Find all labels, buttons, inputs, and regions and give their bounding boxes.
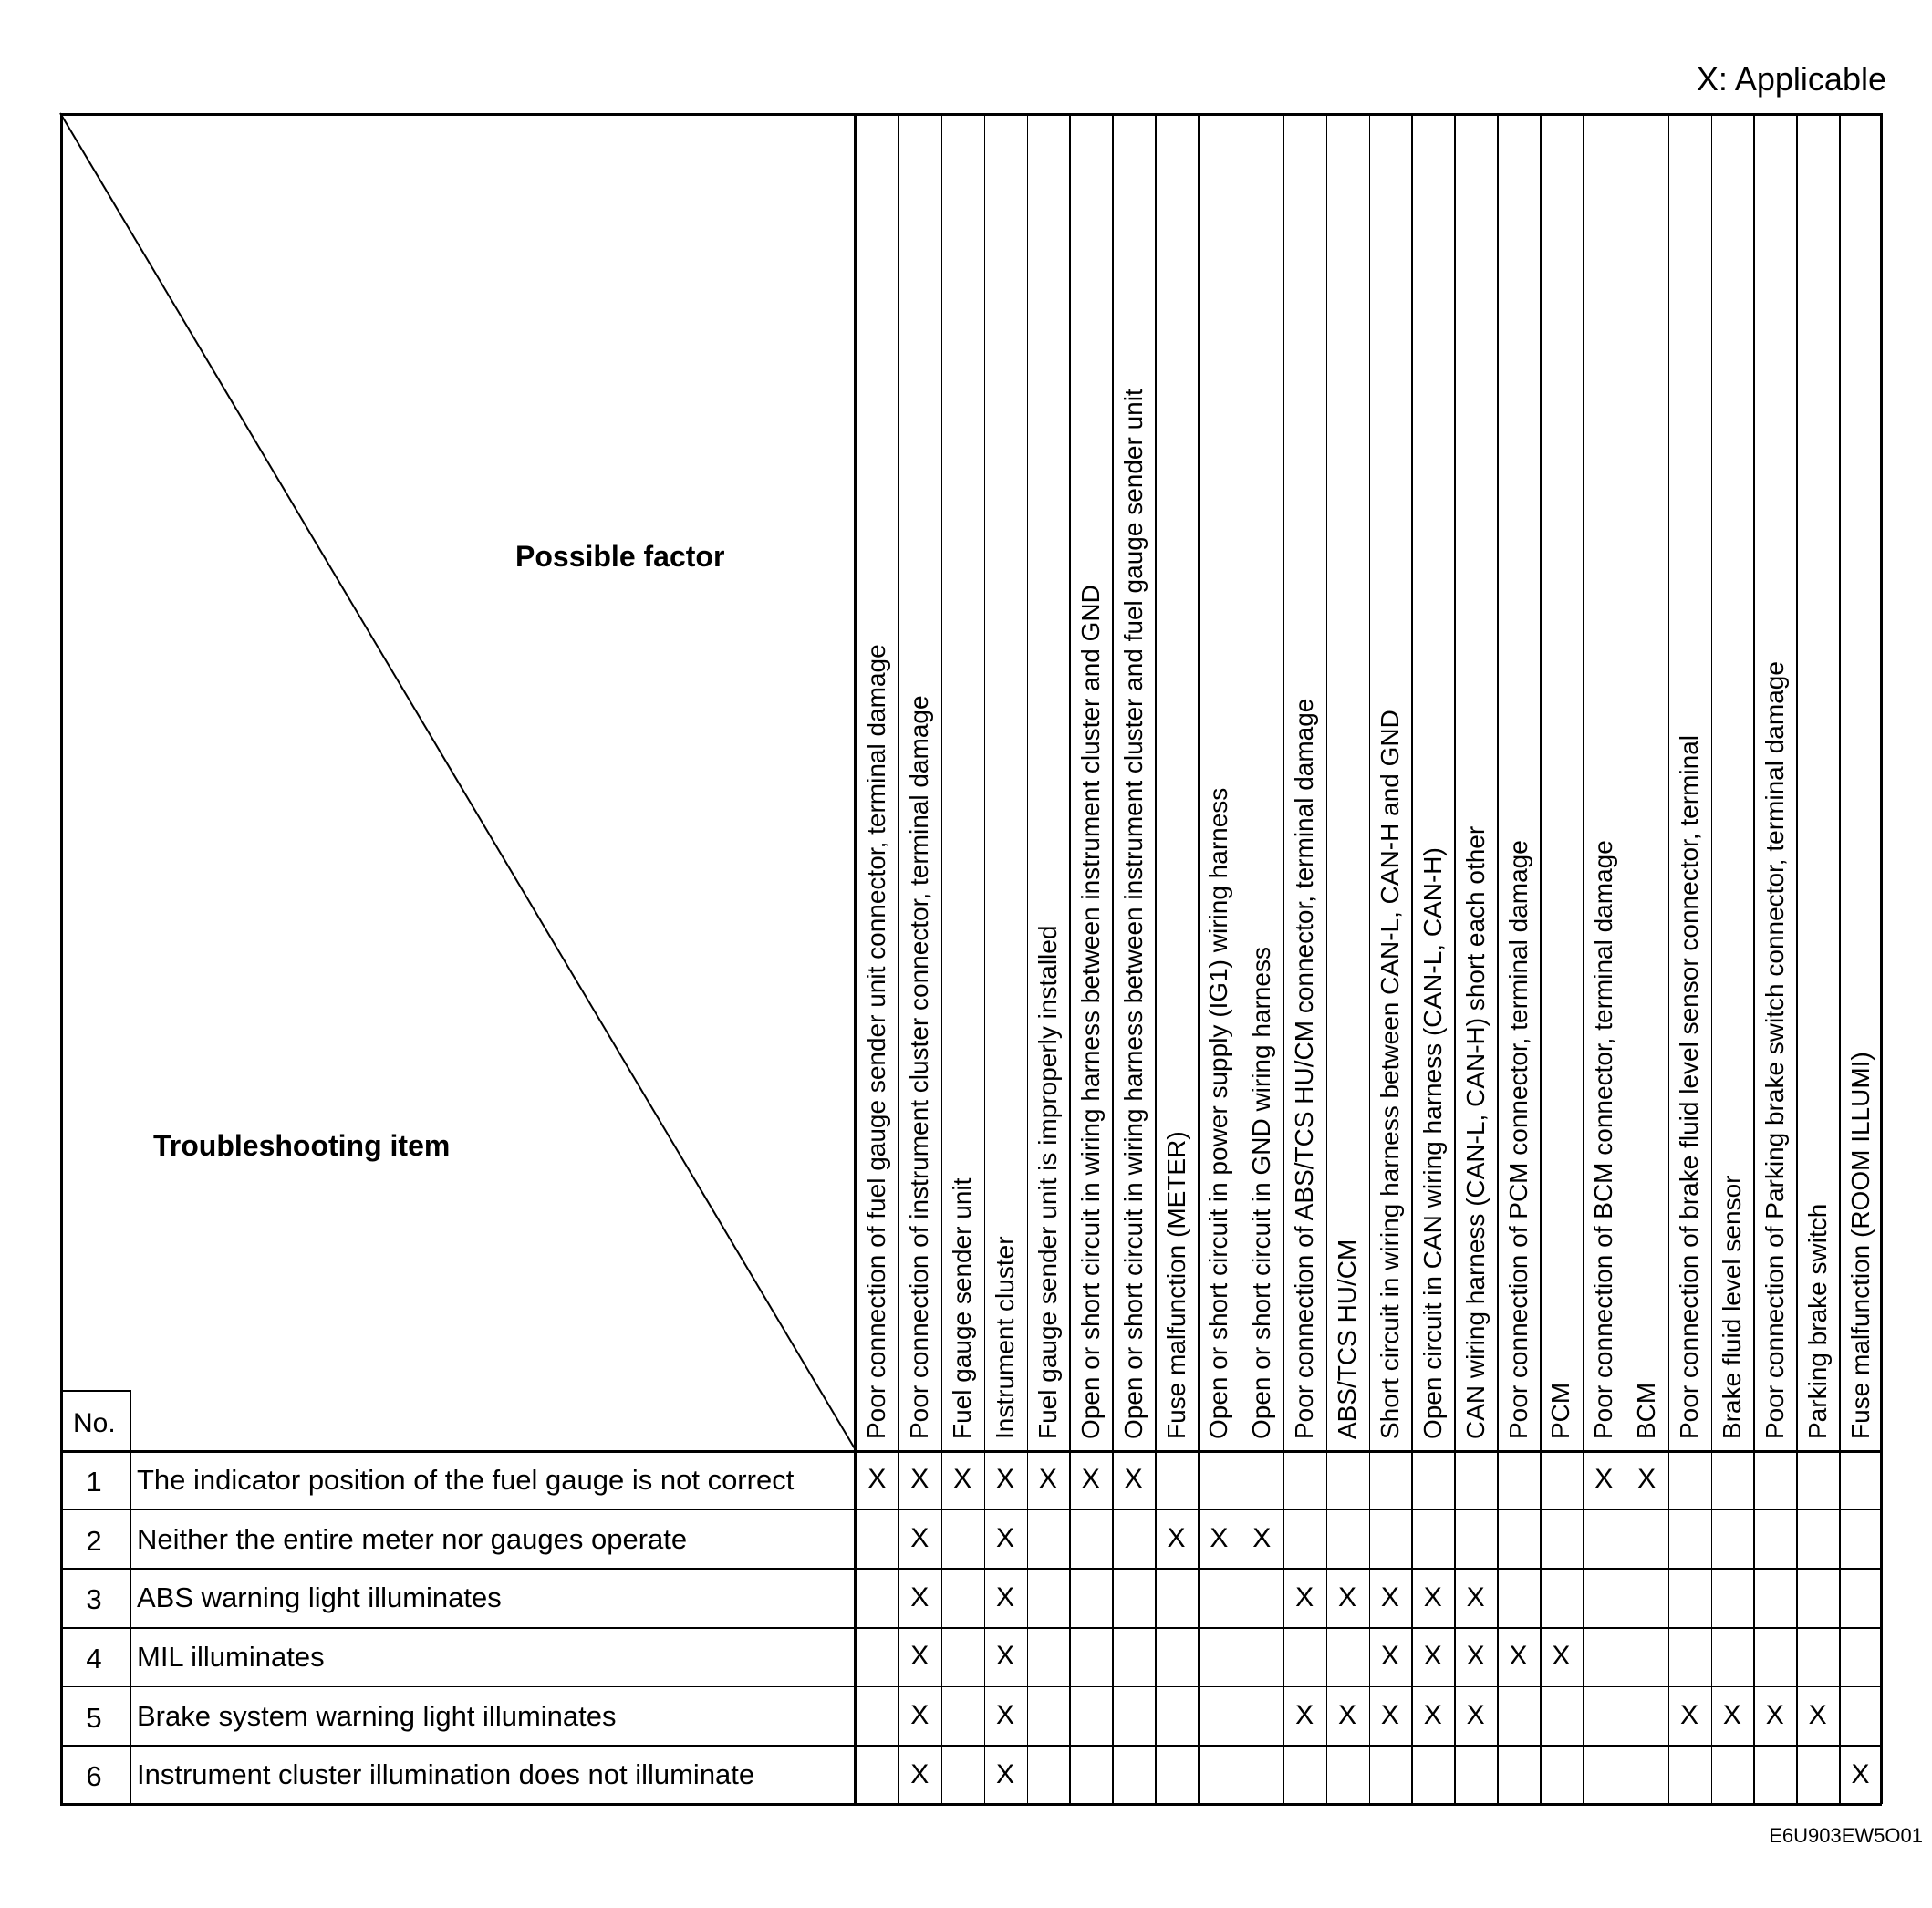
applicable-mark: X	[1295, 1581, 1314, 1612]
applicable-mark: X	[1552, 1641, 1571, 1672]
applicable-mark: X	[1423, 1581, 1442, 1612]
factor-column-line	[1454, 113, 1456, 1804]
applicable-mark: X	[1210, 1523, 1229, 1553]
troubleshooting-item: MIL illuminates	[137, 1640, 325, 1673]
factor-header: Short circuit in wiring harness between CAN-L, CAN-H and GND	[1375, 710, 1404, 1439]
applicable-mark: X	[1466, 1581, 1485, 1612]
applicable-mark: X	[1295, 1700, 1314, 1730]
applicable-mark: X	[996, 1641, 1015, 1672]
applicable-mark: X	[1594, 1464, 1614, 1495]
applicable-mark: X	[1038, 1464, 1057, 1495]
applicable-mark: X	[1380, 1641, 1399, 1672]
factor-header: Open or short circuit in power supply (IG1) wiring harness	[1204, 787, 1233, 1439]
factor-column-line	[1411, 113, 1413, 1804]
factor-column-line	[1283, 113, 1285, 1804]
factor-header: Poor connection of fuel gauge sender unit connector, terminal damage	[862, 644, 891, 1439]
table-border-top	[60, 113, 1882, 116]
applicable-mark: X	[1338, 1581, 1357, 1612]
row-line	[60, 1568, 1882, 1570]
header-bottom-line	[60, 1450, 1882, 1453]
factor-header: Fuse malfunction (ROOM ILLUMI)	[1845, 1052, 1875, 1439]
factor-column-line	[1326, 113, 1328, 1804]
applicable-mark: X	[1466, 1700, 1485, 1730]
possible-factor-label: Possible factor	[515, 540, 725, 573]
row-line	[60, 1509, 1882, 1511]
factor-column-line	[1753, 113, 1755, 1804]
factor-header: Fuel gauge sender unit is improperly installed	[1033, 925, 1062, 1439]
applicable-mark: X	[1637, 1464, 1657, 1495]
factor-column-line	[1112, 113, 1114, 1804]
applicable-mark: X	[910, 1523, 930, 1553]
factor-header: PCM	[1546, 1382, 1575, 1439]
troubleshooting-item: ABS warning light illuminates	[137, 1581, 502, 1614]
no-column-line	[130, 1390, 131, 1804]
factor-header: Poor connection of BCM connector, terminal damage	[1589, 840, 1618, 1439]
applicable-mark: X	[867, 1464, 887, 1495]
no-column-label: No.	[73, 1408, 116, 1438]
applicable-mark: X	[1722, 1700, 1741, 1730]
factor-header: Instrument cluster	[991, 1236, 1020, 1439]
factor-column-line	[1839, 113, 1841, 1804]
applicable-mark: X	[996, 1758, 1015, 1789]
row-number: 3	[86, 1583, 102, 1616]
factor-header: Open or short circuit in GND wiring harness	[1247, 947, 1276, 1439]
factor-header: Open or short circuit in wiring harness between instrument cluster and fuel gauge sender unit	[1118, 389, 1148, 1439]
factor-column-line	[1668, 113, 1670, 1804]
factor-column-line	[1540, 113, 1542, 1804]
applicable-mark: X	[1851, 1758, 1870, 1789]
applicable-mark: X	[1423, 1700, 1442, 1730]
troubleshooting-item: The indicator position of the fuel gauge is not correct	[137, 1463, 795, 1496]
factor-header: Poor connection of Parking brake switch connector, terminal damage	[1760, 661, 1789, 1439]
factor-column-line	[1583, 113, 1584, 1804]
factor-column-line	[1626, 113, 1627, 1804]
applicable-mark: X	[910, 1641, 930, 1672]
applicable-mark: X	[1680, 1700, 1699, 1730]
row-line	[60, 1745, 1882, 1747]
applicable-mark: X	[910, 1581, 930, 1612]
applicable-mark: X	[1167, 1523, 1186, 1553]
factor-column-line	[1069, 113, 1071, 1804]
factor-header: Poor connection of PCM connector, terminal damage	[1503, 840, 1532, 1439]
applicable-mark: X	[910, 1464, 930, 1495]
row-number: 1	[86, 1465, 102, 1498]
row-number: 6	[86, 1760, 102, 1793]
factor-column-line	[1369, 113, 1371, 1804]
factor-column-line	[1497, 113, 1499, 1804]
troubleshooting-item: Neither the entire meter nor gauges operate	[137, 1522, 688, 1555]
troubleshooting-item: Instrument cluster illumination does not illuminate	[137, 1758, 755, 1791]
applicable-mark: X	[1338, 1700, 1357, 1730]
applicable-mark: X	[910, 1758, 930, 1789]
applicable-mark: X	[1252, 1523, 1272, 1553]
applicable-mark: X	[910, 1700, 930, 1730]
factor-header: Open or short circuit in wiring harness between instrument cluster and GND	[1075, 585, 1105, 1439]
factor-header: Fuse malfunction (METER)	[1161, 1131, 1190, 1439]
applicable-mark: X	[1380, 1700, 1399, 1730]
applicable-mark: X	[953, 1464, 972, 1495]
row-number: 4	[86, 1642, 102, 1675]
applicable-mark: X	[1423, 1641, 1442, 1672]
legend: X: Applicable	[1696, 60, 1886, 98]
figure-code: E6U903EW5O01	[1769, 1824, 1923, 1847]
applicable-mark: X	[996, 1700, 1015, 1730]
row-line	[60, 1686, 1882, 1688]
row-line	[60, 1627, 1882, 1629]
applicable-mark: X	[1081, 1464, 1100, 1495]
factor-column-line	[1027, 113, 1029, 1804]
table-border-right	[1880, 113, 1883, 1804]
applicable-mark: X	[1765, 1700, 1784, 1730]
row-number: 2	[86, 1524, 102, 1557]
applicable-mark: X	[1466, 1641, 1485, 1672]
factor-header: Open circuit in CAN wiring harness (CAN-L, CAN-H)	[1418, 847, 1447, 1439]
factor-column-line	[1711, 113, 1713, 1804]
factor-header: BCM	[1632, 1382, 1661, 1439]
applicable-mark: X	[996, 1523, 1015, 1553]
factor-header: Poor connection of ABS/TCS HU/CM connector, terminal damage	[1290, 698, 1319, 1439]
applicable-mark: X	[996, 1464, 1015, 1495]
applicable-mark: X	[996, 1581, 1015, 1612]
row-number: 5	[86, 1701, 102, 1734]
factor-header: CAN wiring harness (CAN-L, CAN-H) short each other	[1460, 825, 1490, 1439]
applicable-mark: X	[1808, 1700, 1827, 1730]
no-box-top	[60, 1390, 130, 1392]
factor-header: Fuel gauge sender unit	[948, 1177, 977, 1439]
factor-column-separator	[854, 113, 857, 1804]
factor-header: Poor connection of brake fluid level sensor connector, terminal	[1675, 735, 1704, 1439]
applicable-mark: X	[1509, 1641, 1528, 1672]
table-border-bottom	[60, 1803, 1882, 1806]
applicable-mark: X	[1380, 1581, 1399, 1612]
factor-column-line	[941, 113, 943, 1804]
factor-header: ABS/TCS HU/CM	[1333, 1239, 1362, 1439]
applicable-mark: X	[1124, 1464, 1143, 1495]
factor-column-line	[1796, 113, 1798, 1804]
factor-header: Parking brake switch	[1802, 1203, 1832, 1439]
factor-header: Brake fluid level sensor	[1717, 1175, 1746, 1439]
factor-header: Poor connection of instrument cluster connector, terminal damage	[905, 695, 934, 1439]
troubleshooting-item-label: Troubleshooting item	[153, 1129, 451, 1162]
troubleshooting-item: Brake system warning light illuminates	[137, 1699, 617, 1732]
